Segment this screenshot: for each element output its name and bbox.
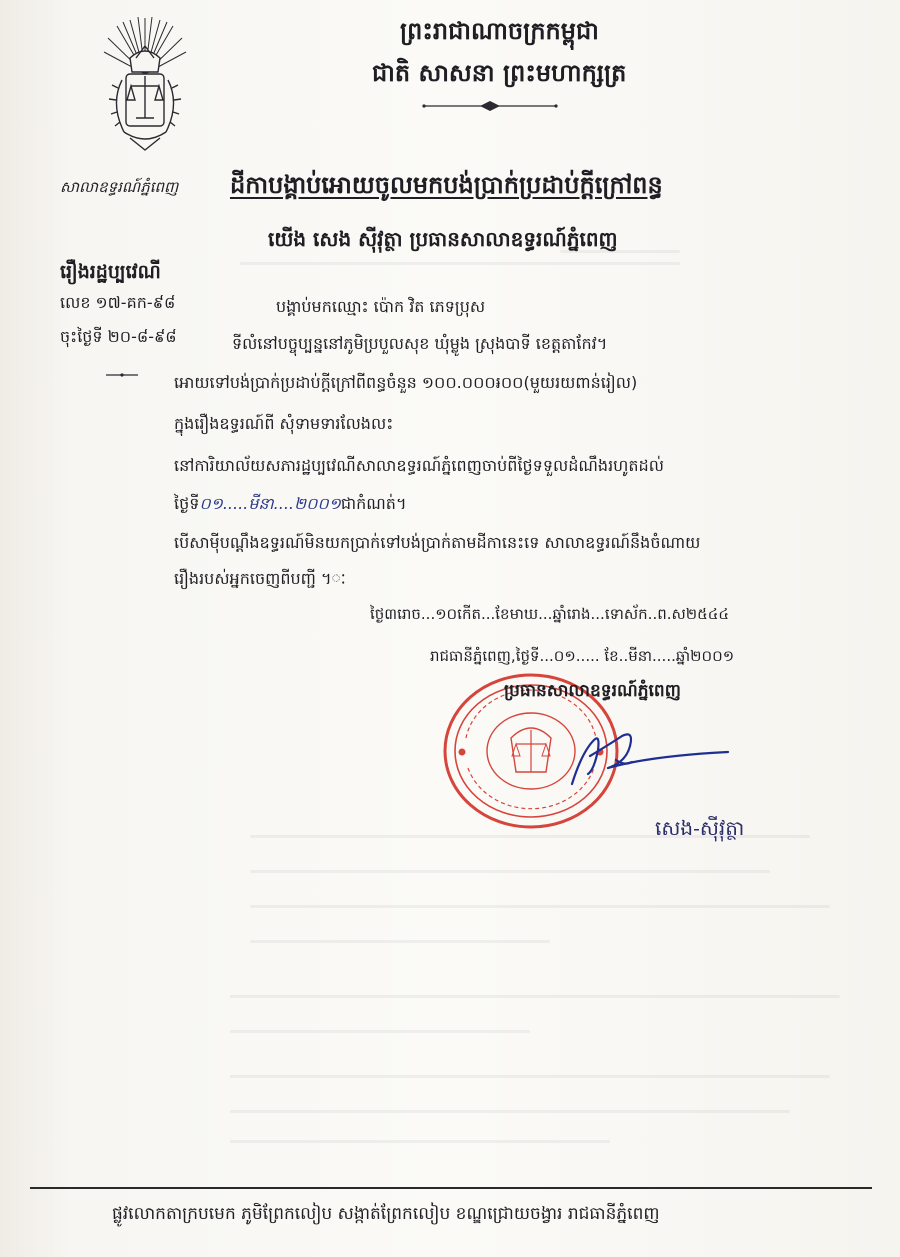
- bleed-through-line: [250, 870, 770, 873]
- footer-divider: [30, 1187, 872, 1189]
- case-date: ចុះថ្ងៃទី ២០-៨-៩៨: [60, 327, 177, 346]
- payment-amount-line: អោយទៅបង់ប្រាក់ប្រដាប់ក្តីក្រៅពីពន្ធចំនួន ១០០.០០០៛០០(មួយរយពាន់រៀល): [174, 373, 638, 392]
- handwritten-signature: [560, 722, 730, 792]
- issuer-line: យើង សេង ស៊ីវុត្ថា ប្រធានសាលាឧទ្ធរណ៍ភ្នំពេញ: [268, 227, 618, 251]
- bleed-through-line: [240, 262, 680, 265]
- warning-line: បើសាម៉ីបណ្តឹងឧទ្ធរណ៍មិនយកប្រាក់ទៅបង់ប្រាក់តាមដីកានេះទេ សាលាឧទ្ធរណ៍នឹងចំណាយ: [174, 533, 701, 552]
- court-emblem-icon: [100, 14, 190, 154]
- deadline-suffix: ជាកំណត់។: [340, 494, 407, 513]
- signer-title: ប្រធានសាលាឧទ្ធរណ៍ភ្នំពេញ: [504, 681, 681, 701]
- case-type: រឿងរដ្ឋប្បវេណី: [60, 261, 161, 283]
- bleed-through-line: [230, 1140, 610, 1143]
- ornament-divider-icon: [420, 100, 560, 112]
- case-subject-line: ក្នុងរឿងឧទ្ធរណ៍ពី សុំទាមទារលែងលះ: [174, 414, 394, 433]
- dash-ornament-icon: [104, 372, 140, 378]
- national-motto: ជាតិ សាសនា ព្រះមហាក្សត្រ: [372, 58, 627, 87]
- deadline-handwritten-date: ០១.....មីនា....២០០១: [199, 494, 341, 513]
- bleed-through-line: [230, 1075, 830, 1078]
- bleed-through-line: [250, 905, 830, 908]
- bleed-through-line: [250, 940, 550, 943]
- residence-line: ទីលំនៅបច្ចុប្បន្ននៅភូមិប្របួលសុខ ឃុំម្លូង ស្រុងបាទី ខេត្តតាកែវ។: [232, 334, 608, 353]
- bleed-through-line: [230, 995, 840, 998]
- deadline-line: [174, 493, 407, 517]
- deadline-prefix: ថ្ងៃទី: [174, 494, 200, 513]
- summoned-person-line: បង្គាប់មកឈ្មោះ ប៉ោក វិត ភេទប្រុស: [276, 297, 486, 316]
- bleed-through-line: [230, 1030, 530, 1033]
- warning-line-continued: រឿងរបស់អ្នកចេញពីបញ្ជី ។ៈ: [174, 569, 346, 588]
- footer-address: ផ្លូវលោកតាក្របមេក ភូមិព្រែកលៀប សង្កាត់ព្រែកលៀប ខណ្ឌជ្រោយចង្វារ រាជធានីភ្នំពេញ: [112, 1204, 660, 1224]
- case-number: លេខ ១៧-គក-៩៨: [60, 293, 176, 312]
- document-title: ដីកាបង្គាប់អោយចូលមកបង់ប្រាក់ប្រដាប់ក្តីក្រៅពន្ធ: [230, 170, 663, 199]
- bleed-through-line: [230, 1110, 790, 1113]
- city-date-line: រាជធានីភ្នំពេញ,ថ្ងៃទី...០១..... ខែ..មីនា.....ឆ្នាំ២០០១: [430, 647, 735, 665]
- kingdom-heading: ព្រះរាជាណាចក្រកម្ពុជា: [400, 16, 599, 45]
- lunar-date-line: ថ្ងៃ៣រោច...១០កើត...ខែមាឃ...ឆ្នាំរោង...ទោស័ក..ព.ស២៥៤៤: [370, 605, 729, 623]
- court-name-label: សាលាឧទ្ធរណ៍ភ្នំពេញ: [60, 178, 179, 196]
- signer-name: សេង-ស៊ីវុត្ថា: [655, 816, 745, 840]
- payment-office-line: នៅការិយាល័យសភារដ្ឋប្បវេណីសាលាឧទ្ធរណ៍ភ្នំពេញចាប់ពីថ្ងៃទទួលដំណឹងរហូតដល់: [174, 456, 664, 475]
